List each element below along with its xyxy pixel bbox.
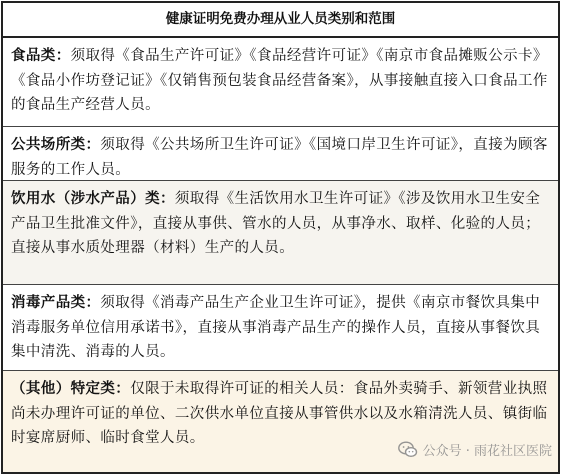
watermark-text: 公众号 · 雨花社区医院 xyxy=(422,443,552,459)
category-row-disinfection xyxy=(3,284,558,370)
category-description: 须取得《食品生产许可证》《食品经营许可证》《南京市食品摊贩公示卡》《食品小作坊登记证》《仅销售预包装食品经营备案》，从事接触直接入口食品工作的食品生产经营人员。 xyxy=(11,48,548,113)
table-title: 健康证明免费办理从业人员类别和范围 xyxy=(3,3,558,38)
wechat-icon xyxy=(398,441,418,458)
wechat-watermark xyxy=(398,438,552,460)
category-label: 公共场所类： xyxy=(11,137,101,153)
category-label: 食品类： xyxy=(11,48,71,64)
category-row-food xyxy=(3,38,558,126)
category-row-public-places xyxy=(3,126,558,180)
category-label: 饮用水（涉水产品）类： xyxy=(11,191,175,207)
category-description: 仅限于未取得许可证的相关人员：食品外卖骑手、新领营业执照尚未办理许可证的单位、二次供水单位直接从事管供水以及水箱清洗人员、镇街临时宴席厨师、临时食堂人员。 xyxy=(11,381,548,446)
category-row-drinking-water xyxy=(3,180,558,284)
category-description: 须取得《消毒产品生产企业卫生许可证》，提供《南京市餐饮具集中消毒服务单位信用承诺书》，直接从事消毒产品生产的操作人员，直接从事餐饮具集中清洗、消毒的人员。 xyxy=(11,295,541,360)
category-label: （其他）特定类： xyxy=(11,381,131,397)
category-description: 须取得《公共场所卫生许可证》《国境口岸卫生许可证》，直接为顾客服务的工作人员。 xyxy=(11,137,548,178)
category-label: 消毒产品类： xyxy=(11,295,101,311)
category-description: 须取得《生活饮用水卫生许可证》《涉及饮用水卫生安全产品卫生批准文件》，直接从事供、管水的人员，从事净水、取样、化验的人员；直接从事水质处理器（材料）生产的人员。 xyxy=(11,191,541,256)
health-certificate-table xyxy=(1,1,560,474)
